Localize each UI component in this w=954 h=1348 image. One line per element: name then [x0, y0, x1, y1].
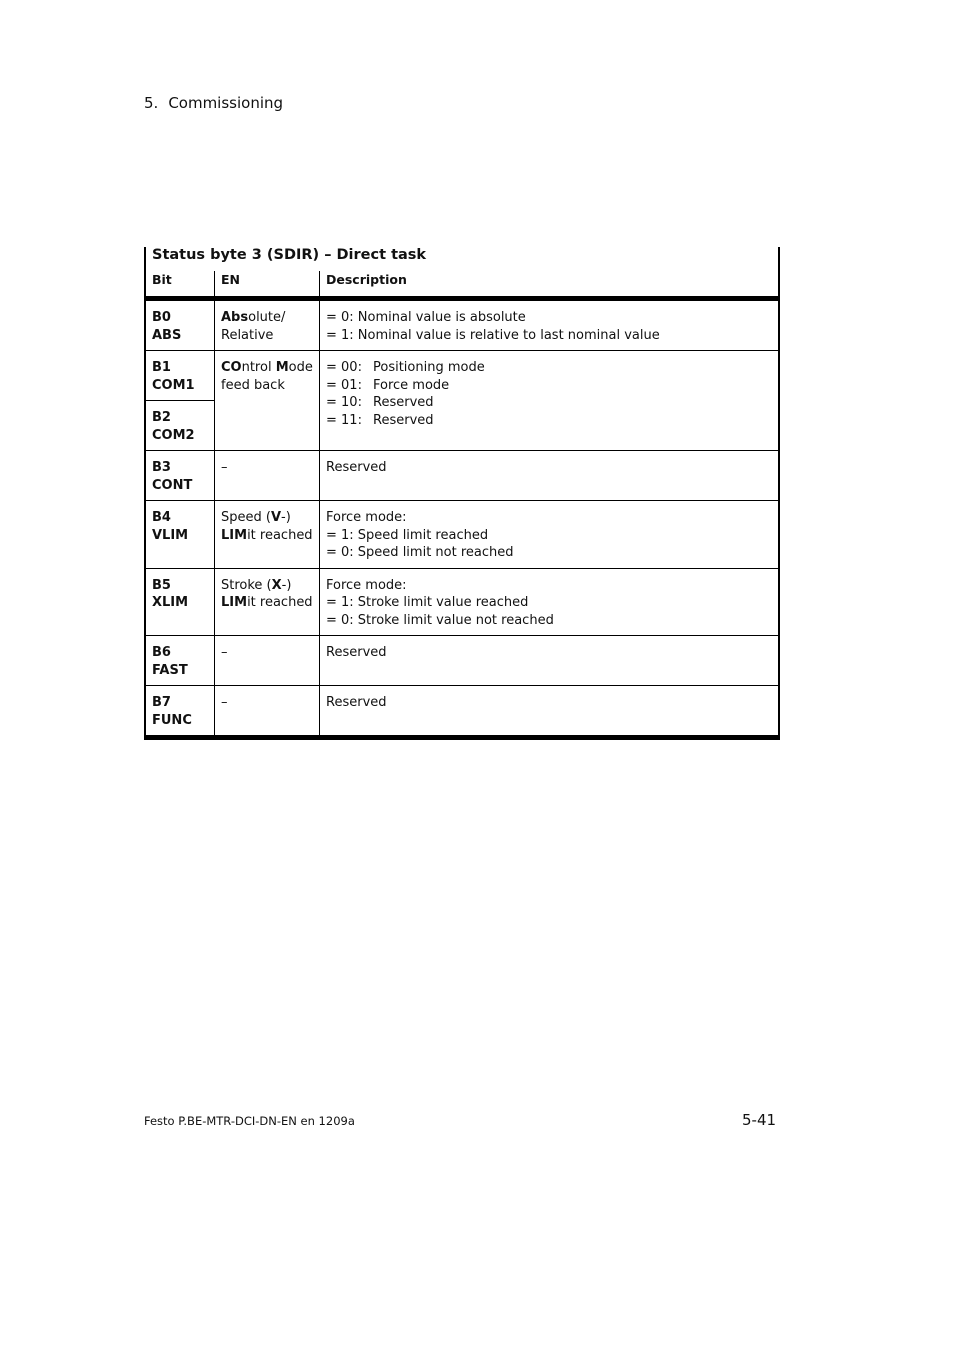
section-header: [144, 94, 283, 112]
table-row: [145, 568, 779, 636]
bit-id: B2: [152, 410, 171, 425]
bit-id: B5: [152, 577, 171, 593]
description-line: Reserved: [320, 686, 780, 738]
en-line: Relative: [221, 327, 274, 343]
column-header-description: Description: [320, 271, 780, 299]
en-line: COntrol Mode: [221, 360, 313, 375]
description-line: Reserved: [320, 451, 780, 501]
table-row: [145, 299, 779, 351]
en-line: Absolute/: [221, 310, 286, 325]
section-title: Commissioning: [168, 94, 284, 112]
description-line: Force mode:: [326, 510, 407, 525]
description-line: = 0: Nominal value is absolute: [326, 310, 526, 325]
bit-id: B7: [152, 695, 171, 710]
bit-name: COM1: [152, 377, 195, 393]
bit-id: B4: [152, 510, 171, 525]
en-text: –: [215, 686, 320, 738]
bit-name: CONT: [152, 477, 193, 493]
bit-name: FAST: [152, 662, 188, 678]
table-row: [145, 501, 779, 569]
description-line: Force mode:: [326, 577, 407, 593]
page-number: 5-41: [742, 1111, 777, 1129]
bit-name: XLIM: [152, 595, 189, 610]
en-line: LIMit reached: [221, 527, 313, 543]
description-line: Reserved: [320, 636, 780, 686]
description-line: = 1: Speed limit reached: [326, 527, 489, 543]
section-number: 5.: [144, 94, 159, 112]
bit-name: ABS: [152, 327, 182, 343]
table-row: [145, 451, 779, 501]
column-header-bit: Bit: [145, 271, 215, 299]
option-line: = 11: Reserved: [326, 412, 434, 428]
table-title: Status byte 3 (SDIR) – Direct task: [145, 247, 779, 271]
en-line: LIMit reached: [221, 595, 313, 610]
table-row: [145, 686, 779, 738]
description-line: = 1: Stroke limit value reached: [326, 595, 529, 610]
en-text: –: [215, 636, 320, 686]
table-row: [145, 351, 779, 401]
option-line: = 01: Force mode: [326, 377, 450, 393]
bit-id: B6: [152, 645, 171, 660]
bit-id: B1: [152, 360, 171, 375]
bit-name: COM2: [152, 427, 195, 443]
description-line: = 0: Speed limit not reached: [326, 545, 514, 560]
en-text: –: [215, 451, 320, 501]
bit-name: VLIM: [152, 527, 189, 543]
description-line: = 1: Nominal value is relative to last nominal value: [326, 327, 660, 343]
bit-id: B0: [152, 310, 171, 325]
en-line: feed back: [221, 377, 285, 393]
option-line: = 10: Reserved: [326, 395, 434, 410]
en-line: Speed (V-): [221, 510, 291, 525]
bit-name: FUNC: [152, 712, 192, 728]
option-line: = 00: Positioning mode: [326, 360, 485, 375]
document-id: Festo P.BE-MTR-DCI-DN-EN en 1209a: [144, 1114, 355, 1128]
column-header-en: EN: [215, 271, 320, 299]
status-byte-table: [144, 247, 780, 740]
table-row: [145, 636, 779, 686]
bit-id: B3: [152, 460, 171, 475]
description-line: = 0: Stroke limit value not reached: [326, 612, 554, 628]
en-line: Stroke (X-): [221, 577, 292, 593]
